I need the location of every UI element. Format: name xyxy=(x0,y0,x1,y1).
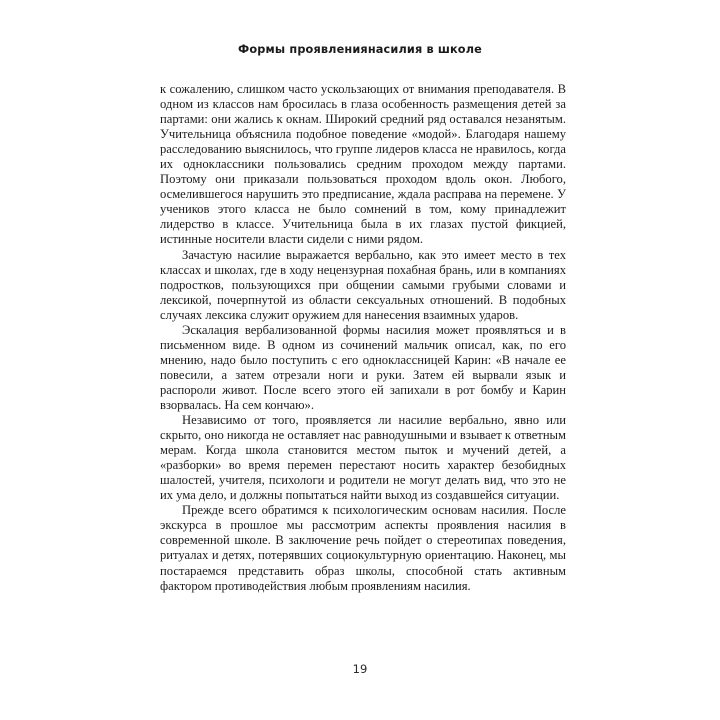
running-head: Формы проявлениянасилия в школе xyxy=(238,43,482,56)
paragraph: Прежде всего обратимся к психологическим основам насилия. После экскурса в прошлое мы рассмотрим аспекты проявления насилия в современной школе. В заключение речь пойдет о стереотипах поведения, ритуалах и детях, потерявших социокультурную ориентацию. Наконец, мы постараемся представить образ школы, способной стать активным фактором противодействия любым проявлениям насилия. xyxy=(160,503,566,593)
paragraph: Эскалация вербализованной формы насилия может проявляться и в письменном виде. В одном из сочинений мальчик описал, как, по его мнению, надо было поступить с его одноклассницей Карин: «В начале ее повесили, а затем отрезали ноги и руки. Затем ей вырвали язык и распороли живот. После всего этого ей запихали в рот бомбу и Карин взорвалась. На сем кончаю». xyxy=(160,322,566,412)
paragraph: к сожалению, слишком часто ускользающих от внимания преподавателя. В одном из классов нам бросилась в глаза особенность размещения детей за партами: они жались к окнам. Широкий средний ряд оставался незанятым. Учительница объяснила подобное поведение «модой». Благодаря нашему расследованию выяснилось, что группе лидеров класса не нравилось, когда их одноклассники пользовались средним проходом между партами. Поэтому они приказали пользоваться проходом вдоль окон. Любого, осмелившегося нарушить это предписание, ждала расправа на перемене. У учеников этого класса не было сомнений в том, кому принадлежит лидерство в классе. Учительница была в их глазах пустой фикцией, истинные носители власти сидели с ними рядом. xyxy=(160,82,567,247)
paragraph: Независимо от того, проявляется ли насилие вербально, явно или скрыто, оно никогда не оставляет нас равнодушными и взывает к ответным мерам. Когда школа становится местом пыток и мучений детей, а «разборки» во время перемен перестают носить характер безобидных шалостей, учителя, психологи и родители не могут делать вид, что это не их ума дело, и должны попытаться найти выход из создавшейся ситуации. xyxy=(160,413,566,503)
page-number: 19 xyxy=(352,662,368,676)
paragraph: Зачастую насилие выражается вербально, как это имеет место в тех классах и школах, где в ходу нецензурная похабная брань, или в компаниях подростков, пользующихся при общении самыми грубыми словами и лексикой, почерпнутой из области сексуальных отношений. В подобных случаях лексика служит оружием для нанесения взаимных ударов. xyxy=(160,247,566,322)
body-text xyxy=(160,82,566,594)
